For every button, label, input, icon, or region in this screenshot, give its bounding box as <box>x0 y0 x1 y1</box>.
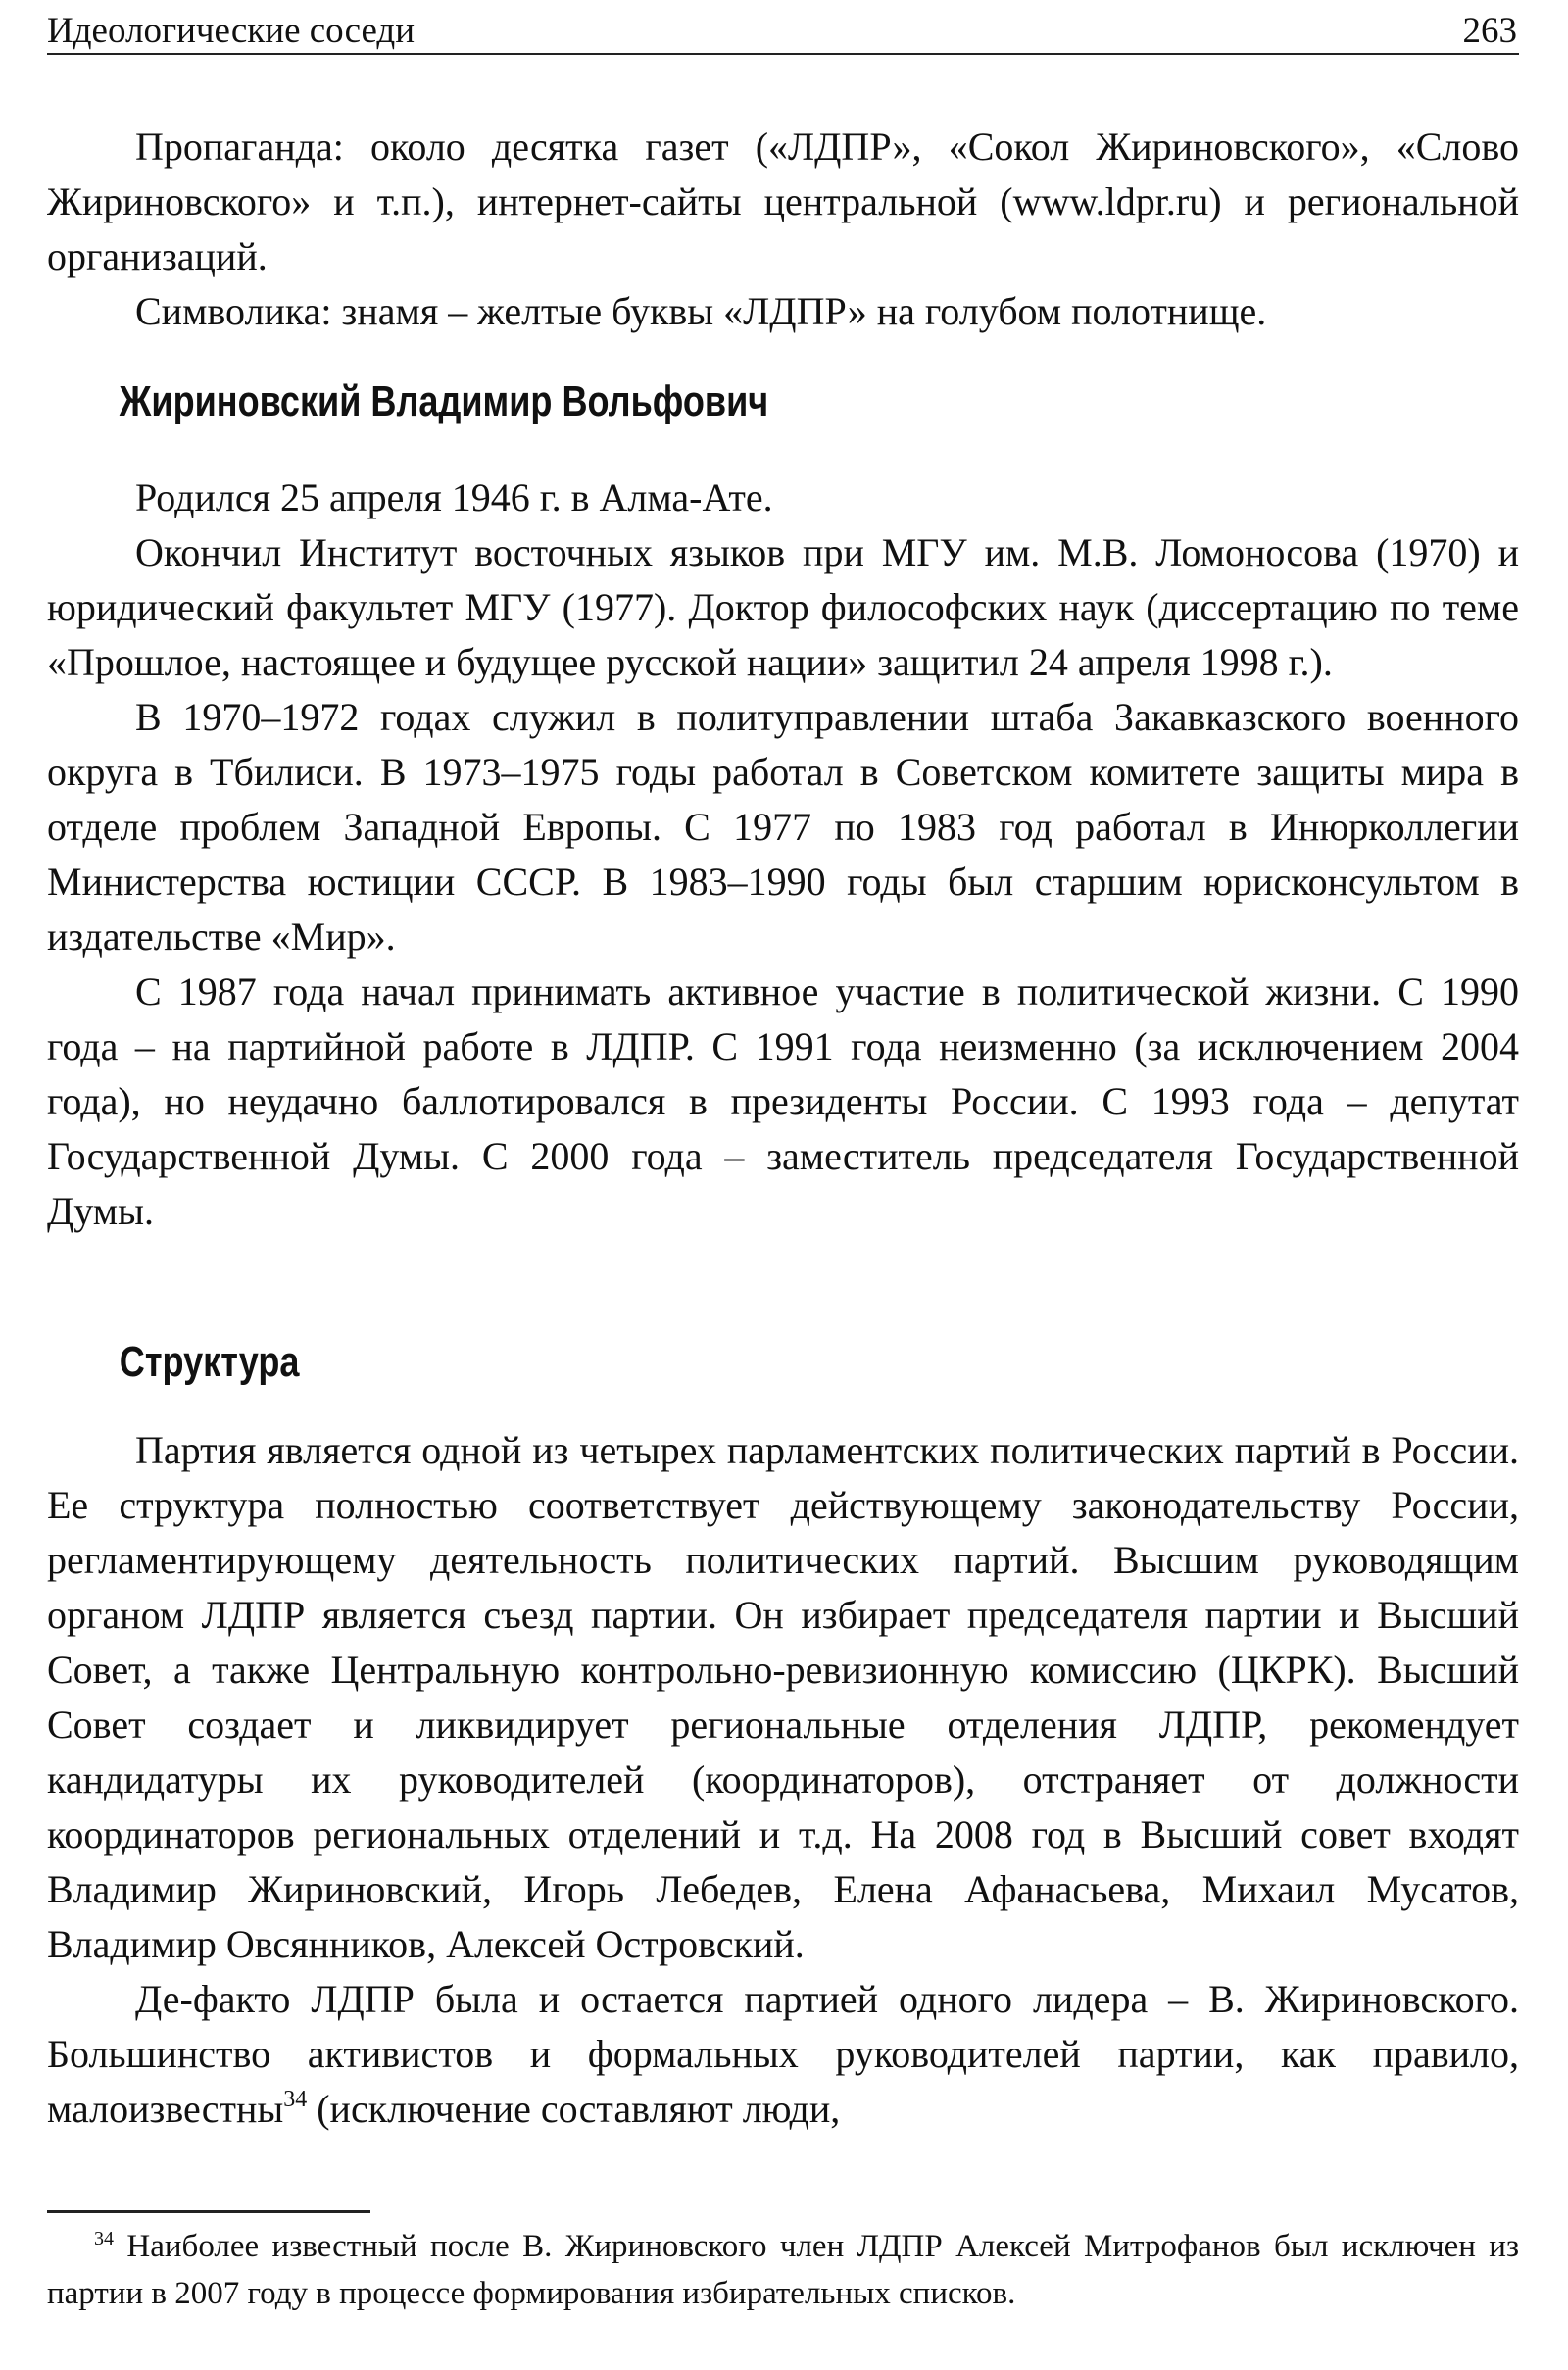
running-head <box>47 10 1519 55</box>
structure-paragraph-continuation: (исключение составляют люди, <box>307 2087 841 2131</box>
page-number: 263 <box>1462 11 1517 51</box>
running-head-title: Идеологические соседи <box>47 11 416 51</box>
biography-paragraph: Окончил Институт восточных языков при МГУ им. М.В. Ломоносова (1970) и юридический факультет МГУ (1977). Доктор философских наук (диссертацию по теме «Прошлое, настоящее и будущее русской нации» защитил 24 апреля 1998 г.). <box>47 530 1519 684</box>
structure-paragraph: Партия является одной из четырех парламентских политических партий в России. Ее структура полностью соответствует действующему законодательству России, регламентирующему деятельность политических партий. Высшим руководящим органом ЛДПР является съезд партии. Он избирает председателя партии и Высший Совет, а также Центральную контрольно-ревизионную комиссию (ЦКРК). Высший Совет создает и ликвидирует региональные отделения ЛДПР, рекомендует кандидатуры их руководителей (координаторов), отстраняет от должности координаторов региональных отделений и т.д. На 2008 год в Высший совет входят Владимир Жириновский, Игорь Лебедев, Елена Афанасьева, Михаил Мусатов, Владимир Овсянников, Алексей Островский. <box>47 1428 1519 1966</box>
footnote-reference: 34 <box>283 2087 308 2112</box>
structure-paragraph-text: Де-факто ЛДПР была и остается партией одного лидера – В. Жириновского. Большинство активистов и формальных руководителей партии, как правило, малоизвестны <box>47 1977 1519 2131</box>
propaganda-paragraph: Пропаганда: около десятка газет («ЛДПР», «Сокол Жириновского», «Слово Жириновского» и т.п.), интернет-сайты центральной (www.ldpr.ru) и региональной организаций. <box>47 124 1519 278</box>
footnote-text: Наиболее известный после В. Жириновского член ЛДПР Алексей Митрофанов был исключен из партии в 2007 году в процессе формирования избирательных списков. <box>47 2229 1519 2311</box>
structure-paragraph <box>47 1972 1519 2137</box>
intro-section <box>47 120 1519 339</box>
biography-body <box>47 470 1519 1239</box>
biography-heading: Жириновский Владимир Вольфович <box>119 377 769 425</box>
symbolism-paragraph: Символика: знамя – желтые буквы «ЛДПР» на голубом полотнище. <box>135 289 1267 333</box>
biography-paragraph: В 1970–1972 годах служил в политуправлении штаба Закавказского военного округа в Тбилиси. В 1973–1975 годы работал в Советском комитете защиты мира в отделе проблем Западной Европы. С 1977 по 1983 год работал в Инюрколлегии Министерства юстиции СССР. В 1983–1990 годы был старшим юрисконсультом в издательстве «Мир». <box>47 695 1519 959</box>
structure-body <box>47 1423 1519 2137</box>
biography-section <box>47 372 1519 431</box>
biography-paragraph: Родился 25 апреля 1946 г. в Алма-Ате. <box>135 475 773 519</box>
structure-section <box>47 1333 1519 1392</box>
footnote-divider <box>47 2210 370 2213</box>
biography-paragraph: С 1987 года начал принимать активное участие в политической жизни. С 1990 года – на партийной работе в ЛДПР. С 1991 года неизменно (за исключением 2004 года), но неудачно баллотировался в президенты России. С 1993 года – депутат Государственной Думы. С 2000 года – заместитель председателя Государственной Думы. <box>47 969 1519 1233</box>
structure-heading: Структура <box>119 1338 300 1386</box>
footnote <box>47 2223 1519 2317</box>
footnote-marker: 34 <box>94 2228 114 2249</box>
